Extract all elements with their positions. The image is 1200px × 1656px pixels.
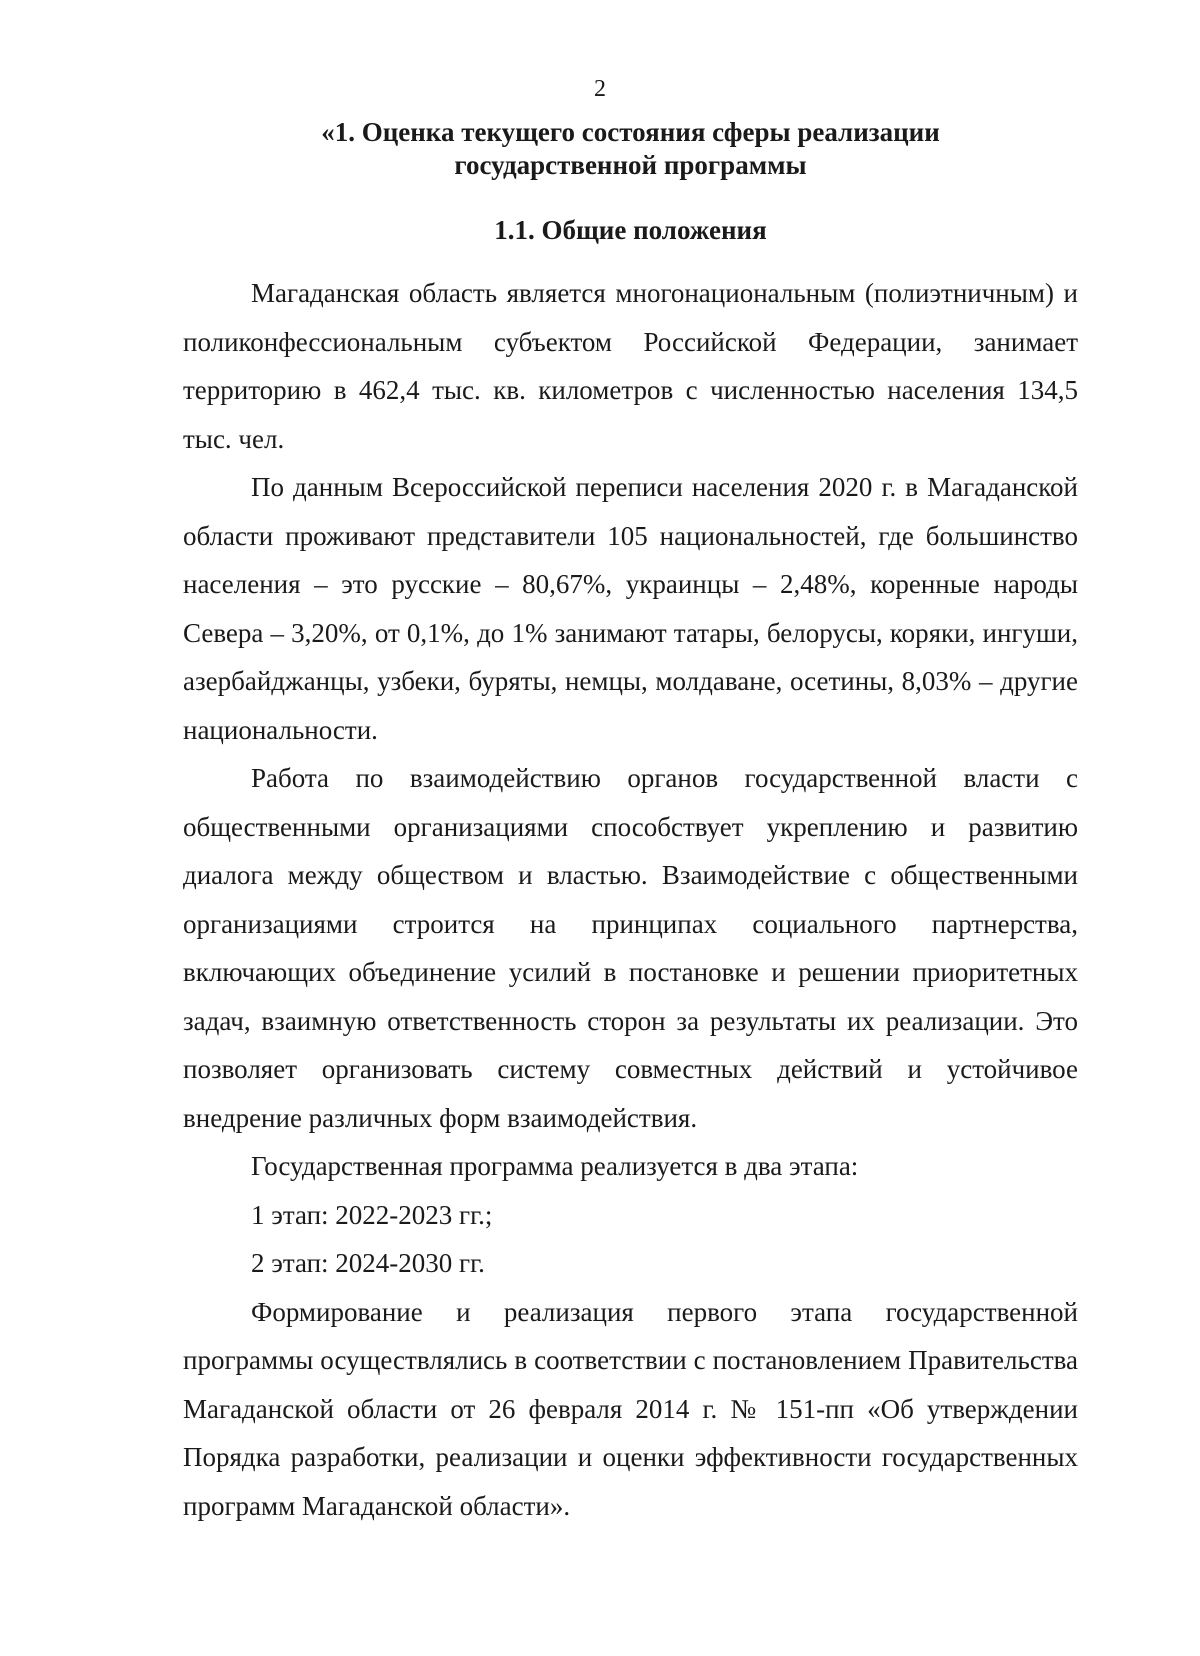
page-number: 2 (594, 76, 606, 102)
section-title-line-2: государственной программы (454, 150, 807, 180)
paragraph-stage-1: 1 этап: 2022-2023 гг.; (251, 1199, 493, 1230)
paragraph-first-stage-regulation: Формирование и реализация первого этапа государственной программы осуществлялись в соответствии с постановлением Правительства Магаданской области от 26 февраля 2014 г. № 151-пп «Об утверждении Порядка разработки, реализации и оценки эффективности государственных программ Магаданской области». (183, 1296, 1078, 1521)
subsection-title: 1.1. Общие положения (494, 215, 767, 245)
page-content (183, 116, 1078, 1530)
body-text (183, 269, 1078, 1530)
paragraph-public-organizations: Работа по взаимодействию органов государственной власти с общественными организациями способствует укреплению и развитию диалога между обществом и властью. Взаимодействие с общественными организациями строится на принципах социального партнерства, включающих объединение усилий в постановке и решении приоритетных задач, взаимную ответственность сторон за результаты их реализации. Это позволяет организовать систему совместных действий и устойчивое внедрение различных форм взаимодействия. (183, 763, 1078, 1133)
paragraph-program-stages-intro: Государственная программа реализуется в два этапа: (251, 1151, 859, 1181)
paragraph-stage-2: 2 этап: 2024-2030 гг. (251, 1248, 485, 1278)
section-title-line-1: «1. Оценка текущего состояния сферы реализации (321, 117, 940, 147)
section-title (183, 116, 1078, 182)
paragraph-census-data: По данным Всероссийской переписи населения 2020 г. в Магаданской области проживают представители 105 национальностей, где большинство населения – это русские – 80,67%, украинцы – 2,48%, коренные народы Севера – 3,20%, от 0,1%, до 1% занимают татары, белорусы, коряки, ингуши, азербайджанцы, узбеки, буряты, немцы, молдаване, осетины, 8,03% – другие национальности. (183, 472, 1078, 745)
paragraph-region-overview: Магаданская область является многонациональным (полиэтничным) и поликонфессиональным субъектом Российской Федерации, занимает территорию в 462,4 тыс. кв. километров с численностью населения 134,5 тыс. чел. (183, 278, 1078, 454)
